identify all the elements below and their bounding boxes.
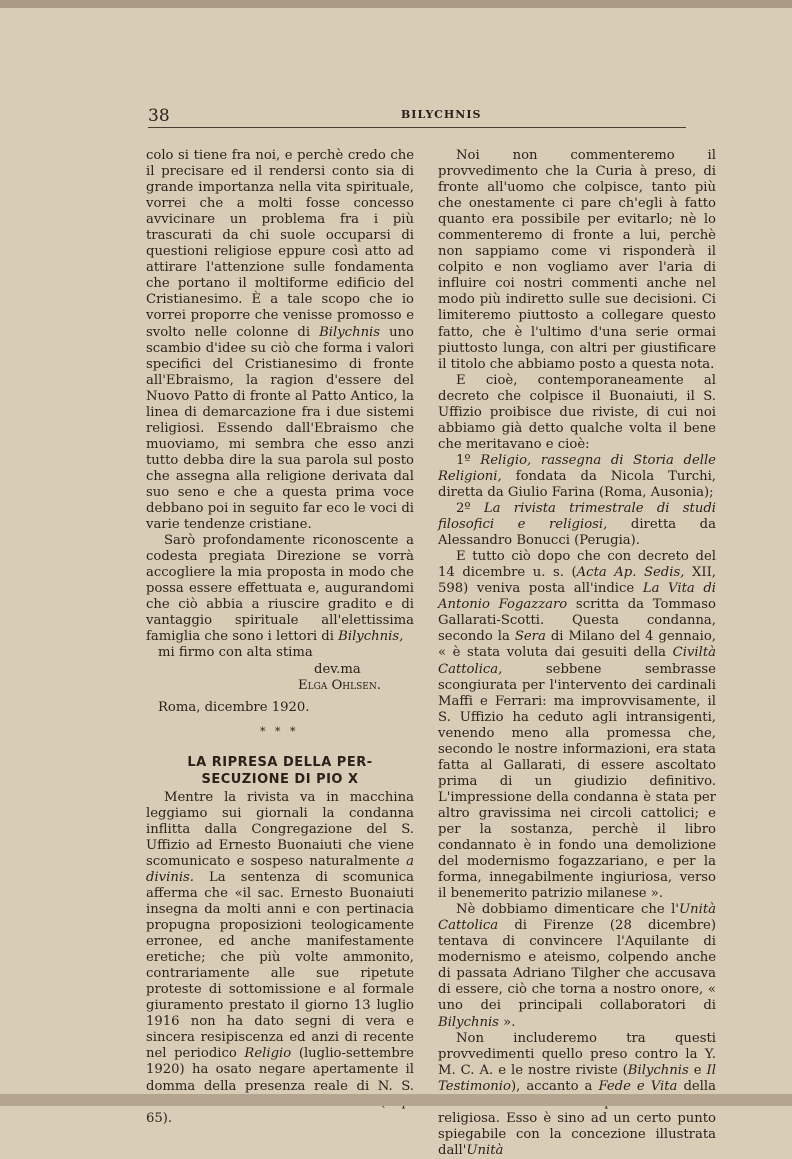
letter-devma: dev.ma bbox=[314, 661, 361, 677]
left-column bbox=[146, 148, 414, 1127]
journal-name-italic: Bilychnis, bbox=[338, 629, 404, 645]
article-paragraph-1: Mentre la rivista va in macchina leggiamo sui giornali la condanna inflitta dalla Congregazione del S. Uffizio ad Ernesto Buonaiuti che viene scomunicato e sospeso naturalmente a divinis. La sentenza di scomunica afferma che «il sac. Ernesto Buonaiuti insegna da molti anni e con pertinacia propugna proposizioni teologicamente erronee, ed anche manifestamente eretiche; che più volte ammonito, contrariamente alle sue ripetute proteste di sottomissione e al formale giuramento prestato il giorno 13 luglio 1916 non ha dato segni di vera e sincera resipiscenza ed anzi di recente nel periodico Religio (luglio-settembre 1920) ha osato negare apertamente il domma della presenza reale di N. S. 65). bbox=[146, 789, 414, 1126]
section-title: LA RIPRESA DELLA PER- SECUZIONE DI PIO X bbox=[187, 754, 373, 787]
letter-date: Roma, dicembre 1920. bbox=[158, 699, 310, 715]
article-paragraph-5: Nè dobbiamo dimenticare che l'Unità Cattolica di Firenze (28 dicembre) tentava di convincere l'Aquilante di modernismo e ateismo, colpendo anche di passata Adriano Tilgher che accusava di essere, ciò che torna a nostro onore, « uno dei principali collaboratori di Bilychnis ». bbox=[438, 902, 716, 1030]
letter-paragraph-2: Sarò profondamente riconoscente a codesta pregiata Direzione se vorrà accogliere la mia proposta in modo che possa essere effettuata e, augurandomi che ciò abbia a riuscire gradito e di vantaggio spirituale all'elettissima famiglia che sono i lettori di Bilychnis, bbox=[146, 533, 414, 645]
page-bottom-edge bbox=[0, 1094, 792, 1106]
letter-signoff: mi firmo con alta stima bbox=[158, 645, 313, 661]
page-number: 38 bbox=[148, 106, 170, 126]
article-paragraph-6: Non includeremo tra questi provvedimenti quello preso contro la Y. M. C. A. e le nostre riviste (Bilychnis e Il Testimonio), accanto a Fede e Vita della religiosa. Esso è sino ad un certo punto spiegabile con la concezione illustrata dall'Unità bbox=[438, 1030, 716, 1158]
list-item: 1º Religio, rassegna di Storia delle Religioni, fondata da Nicola Turchi, diretta da Giulio Farina (Roma, Ausonia); bbox=[438, 452, 716, 500]
letter-signature: Elga Ohlsen. bbox=[298, 677, 381, 693]
list-item: 2º La rivista trimestrale di studi filosofici e religiosi, diretta da Alessandro Bonucci (Perugia). bbox=[438, 501, 716, 549]
section-separator: * * * bbox=[260, 724, 299, 738]
right-column bbox=[438, 148, 716, 1159]
article-paragraph-3: E cioè, contemporaneamente al decreto che colpisce il Buonaiuti, il S. Uffizio proibisce due riviste, di cui noi abbiamo già detto qualche volta il bene che meritavano e cioè: bbox=[438, 372, 716, 452]
letter-paragraph-1: colo si tiene fra noi, e perchè credo che il precisare ed il rendersi conto sia di grande importanza nella vita spirituale, vorrei che a molti fosse concesso avvicinare un problema fra i più trascurati da chi suole occuparsi di questioni religiose eppure così atto ad attirare l'attenzione sulle fondamenta che portano il moltiforme edificio del Cristianesimo. È a tale scopo che io vorrei proporre che venisse promosso e svolto nelle colonne di Bilychnis uno scambio d'idee su ciò che forma i valori specifici del Cristianesimo di fronte all'Ebraismo, la ragion d'essere del Nuovo Patto di fronte al Patto Antico, la linea di demarcazione fra i due sistemi religiosi. Essendo dall'Ebraismo che muoviamo, mi sembra che esso anzi tutto debba dire la sua parola sul posto che assegna alla religione derivata dal suo seno e che a questa prima voce debbano poi in seguito far eco le voci di varie tendenze cristiane. bbox=[146, 148, 414, 533]
journal-title: BILYCHNIS bbox=[401, 108, 482, 121]
article-paragraph-4: E tutto ciò dopo che con decreto del 14 dicembre u. s. (Acta Ap. Sedis, XII, 598) veniva posta all'indice La Vita di Antonio Fogazzaro scritta da Tommaso Gallarati-Scotti. Questa condanna, secondo la Sera di Milano del 4 gennaio, « è stata voluta dai gesuiti della Civiltà Cattolica, sebbene sembrasse scongiurata per l'intervento dei cardinali Maffi e Ferrari: ma improvvisamente, il S. Uffizio ha ceduto agli intransigenti, venendo meno alla promessa che, secondo le nostre informazioni, era stata fatta al Gallarati, di essere ascoltato prima di un giudizio definitivo. L'impressione della condanna è stata per altro gravissima nei circoli cattolici; e per la sostanza, perchè il libro condannato è in fondo una demolizione del modernismo fogazzariano, e per la forma, innegabilmente ingiuriosa, verso il benemerito patrizio milanese ». bbox=[438, 549, 716, 902]
page-top-edge bbox=[0, 0, 792, 8]
header-rule bbox=[148, 127, 686, 128]
page-header bbox=[148, 106, 686, 130]
journal-name-italic: Bilychnis bbox=[319, 324, 381, 340]
article-paragraph-2: Noi non commenteremo il provvedimento che la Curia à preso, di fronte all'uomo che colpisce, tanto più che onestamente ci pare ch'egli à fatto quanto era possibile per evitarlo; nè lo commenteremo di fronte a lui, perchè non sappiamo come vi risponderà il colpito e non vogliamo aver l'aria di influire coi nostri commenti anche nel modo più indiretto sulle sue decisioni. Ci limiteremo piuttosto a collegare questo fatto, che è l'ultimo d'una serie ormai piuttosto lunga, con altri per giustificare il titolo che abbiamo posto a questa nota. bbox=[438, 148, 716, 372]
